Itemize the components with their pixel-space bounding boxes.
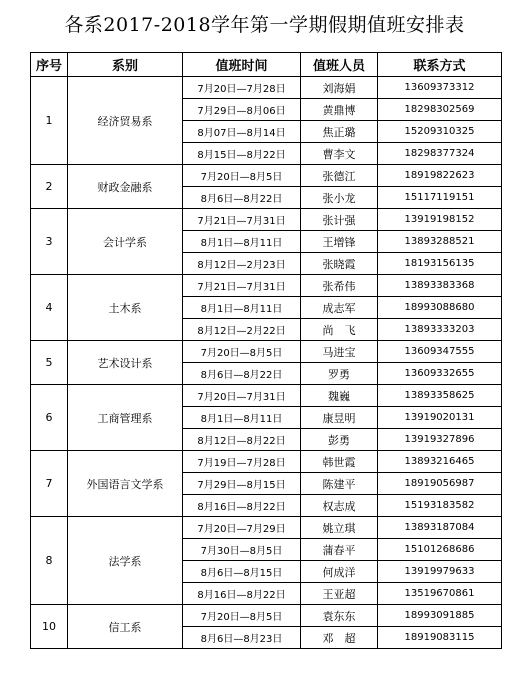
contact-phone-cell: 18298377324	[378, 143, 502, 165]
contact-phone-cell: 18193156135	[378, 253, 502, 275]
duty-person-cell: 马进宝	[301, 341, 378, 363]
row-index-cell: 3	[31, 209, 68, 275]
contact-phone-cell: 13919020131	[378, 407, 502, 429]
duty-person-cell: 张希伟	[301, 275, 378, 297]
table-body	[31, 77, 502, 649]
table-row	[31, 385, 502, 407]
contact-phone-cell: 13919327896	[378, 429, 502, 451]
header-index: 序号	[31, 53, 68, 77]
duty-person-cell: 权志成	[301, 495, 378, 517]
duty-time-cell: 7月20日—7月29日	[183, 517, 301, 539]
contact-phone-cell: 18298302569	[378, 99, 502, 121]
duty-time-cell: 8月6日—8月22日	[183, 187, 301, 209]
contact-phone-cell: 13893216465	[378, 451, 502, 473]
header-duty-time: 值班时间	[183, 53, 301, 77]
contact-phone-cell: 18919083115	[378, 627, 502, 649]
duty-person-cell: 尚 飞	[301, 319, 378, 341]
department-cell: 信工系	[68, 605, 183, 649]
table-row	[31, 165, 502, 187]
row-index-cell: 6	[31, 385, 68, 451]
duty-person-cell: 张晓霞	[301, 253, 378, 275]
contact-phone-cell: 18919822623	[378, 165, 502, 187]
contact-phone-cell: 13609373312	[378, 77, 502, 99]
contact-phone-cell: 18993091885	[378, 605, 502, 627]
contact-phone-cell: 13893333203	[378, 319, 502, 341]
duty-person-cell: 成志军	[301, 297, 378, 319]
duty-person-cell: 黄鼎博	[301, 99, 378, 121]
duty-time-cell: 8月16日—8月22日	[183, 495, 301, 517]
duty-time-cell: 7月20日—7月28日	[183, 77, 301, 99]
contact-phone-cell: 13609347555	[378, 341, 502, 363]
row-index-cell: 8	[31, 517, 68, 605]
contact-phone-cell: 13519670861	[378, 583, 502, 605]
contact-phone-cell: 18919056987	[378, 473, 502, 495]
duty-time-cell: 7月30日—8月5日	[183, 539, 301, 561]
duty-person-cell: 焦正璐	[301, 121, 378, 143]
table-row	[31, 341, 502, 363]
department-cell: 财政金融系	[68, 165, 183, 209]
table-row	[31, 275, 502, 297]
duty-person-cell: 康昱明	[301, 407, 378, 429]
row-index-cell: 2	[31, 165, 68, 209]
contact-phone-cell: 18993088680	[378, 297, 502, 319]
duty-time-cell: 7月20日—8月5日	[183, 605, 301, 627]
contact-phone-cell: 13893358625	[378, 385, 502, 407]
department-cell: 外国语言文学系	[68, 451, 183, 517]
department-cell: 法学系	[68, 517, 183, 605]
department-cell: 会计学系	[68, 209, 183, 275]
duty-time-cell: 8月1日—8月11日	[183, 297, 301, 319]
duty-person-cell: 魏巍	[301, 385, 378, 407]
contact-phone-cell: 13893288521	[378, 231, 502, 253]
duty-time-cell: 7月20日—8月5日	[183, 341, 301, 363]
header-row	[31, 53, 502, 77]
header-duty-person: 值班人员	[301, 53, 378, 77]
department-cell: 土木系	[68, 275, 183, 341]
row-index-cell: 4	[31, 275, 68, 341]
duty-person-cell: 韩世霞	[301, 451, 378, 473]
duty-time-cell: 7月29日—8月06日	[183, 99, 301, 121]
contact-phone-cell: 13919198152	[378, 209, 502, 231]
contact-phone-cell: 13609332655	[378, 363, 502, 385]
duty-time-cell: 8月6日—8月15日	[183, 561, 301, 583]
duty-time-cell: 7月29日—8月15日	[183, 473, 301, 495]
contact-phone-cell: 15101268686	[378, 539, 502, 561]
department-cell: 经济贸易系	[68, 77, 183, 165]
contact-phone-cell: 13893187084	[378, 517, 502, 539]
duty-time-cell: 7月20日—7月31日	[183, 385, 301, 407]
duty-time-cell: 7月19日—7月28日	[183, 451, 301, 473]
duty-time-cell: 8月15日—8月22日	[183, 143, 301, 165]
table-row	[31, 77, 502, 99]
duty-person-cell: 邓 超	[301, 627, 378, 649]
table-row	[31, 451, 502, 473]
header-department: 系别	[68, 53, 183, 77]
table-row	[31, 605, 502, 627]
duty-person-cell: 张德江	[301, 165, 378, 187]
contact-phone-cell: 15209310325	[378, 121, 502, 143]
department-cell: 工商管理系	[68, 385, 183, 451]
duty-time-cell: 7月21日—7月31日	[183, 209, 301, 231]
duty-person-cell: 罗勇	[301, 363, 378, 385]
duty-person-cell: 何成洋	[301, 561, 378, 583]
duty-person-cell: 袁东东	[301, 605, 378, 627]
contact-phone-cell: 13919979633	[378, 561, 502, 583]
table-row	[31, 517, 502, 539]
duty-person-cell: 王增锋	[301, 231, 378, 253]
row-index-cell: 5	[31, 341, 68, 385]
contact-phone-cell: 13893383368	[378, 275, 502, 297]
row-index-cell: 10	[31, 605, 68, 649]
duty-person-cell: 姚立琪	[301, 517, 378, 539]
duty-time-cell: 8月1日—8月11日	[183, 407, 301, 429]
duty-time-cell: 7月20日—8月5日	[183, 165, 301, 187]
row-index-cell: 7	[31, 451, 68, 517]
duty-person-cell: 刘海娟	[301, 77, 378, 99]
duty-person-cell: 张计强	[301, 209, 378, 231]
table-row	[31, 209, 502, 231]
duty-time-cell: 8月12日—2月22日	[183, 319, 301, 341]
duty-time-cell: 8月07日—8月14日	[183, 121, 301, 143]
duty-person-cell: 张小龙	[301, 187, 378, 209]
duty-time-cell: 7月21日—7月31日	[183, 275, 301, 297]
duty-person-cell: 蒲春平	[301, 539, 378, 561]
duty-time-cell: 8月6日—8月22日	[183, 363, 301, 385]
page-title: 各系2017-2018学年第一学期假期值班安排表	[64, 14, 465, 36]
duty-person-cell: 陈建平	[301, 473, 378, 495]
duty-time-cell: 8月1日—8月11日	[183, 231, 301, 253]
duty-person-cell: 曹李文	[301, 143, 378, 165]
contact-phone-cell: 15117119151	[378, 187, 502, 209]
duty-person-cell: 王亚超	[301, 583, 378, 605]
duty-time-cell: 8月12日—8月22日	[183, 429, 301, 451]
row-index-cell: 1	[31, 77, 68, 165]
duty-person-cell: 彭勇	[301, 429, 378, 451]
department-cell: 艺术设计系	[68, 341, 183, 385]
duty-time-cell: 8月6日—8月23日	[183, 627, 301, 649]
header-contact: 联系方式	[378, 53, 502, 77]
duty-schedule-table	[30, 52, 502, 649]
contact-phone-cell: 15193183582	[378, 495, 502, 517]
duty-time-cell: 8月16日—8月22日	[183, 583, 301, 605]
duty-time-cell: 8月12日—2月23日	[183, 253, 301, 275]
